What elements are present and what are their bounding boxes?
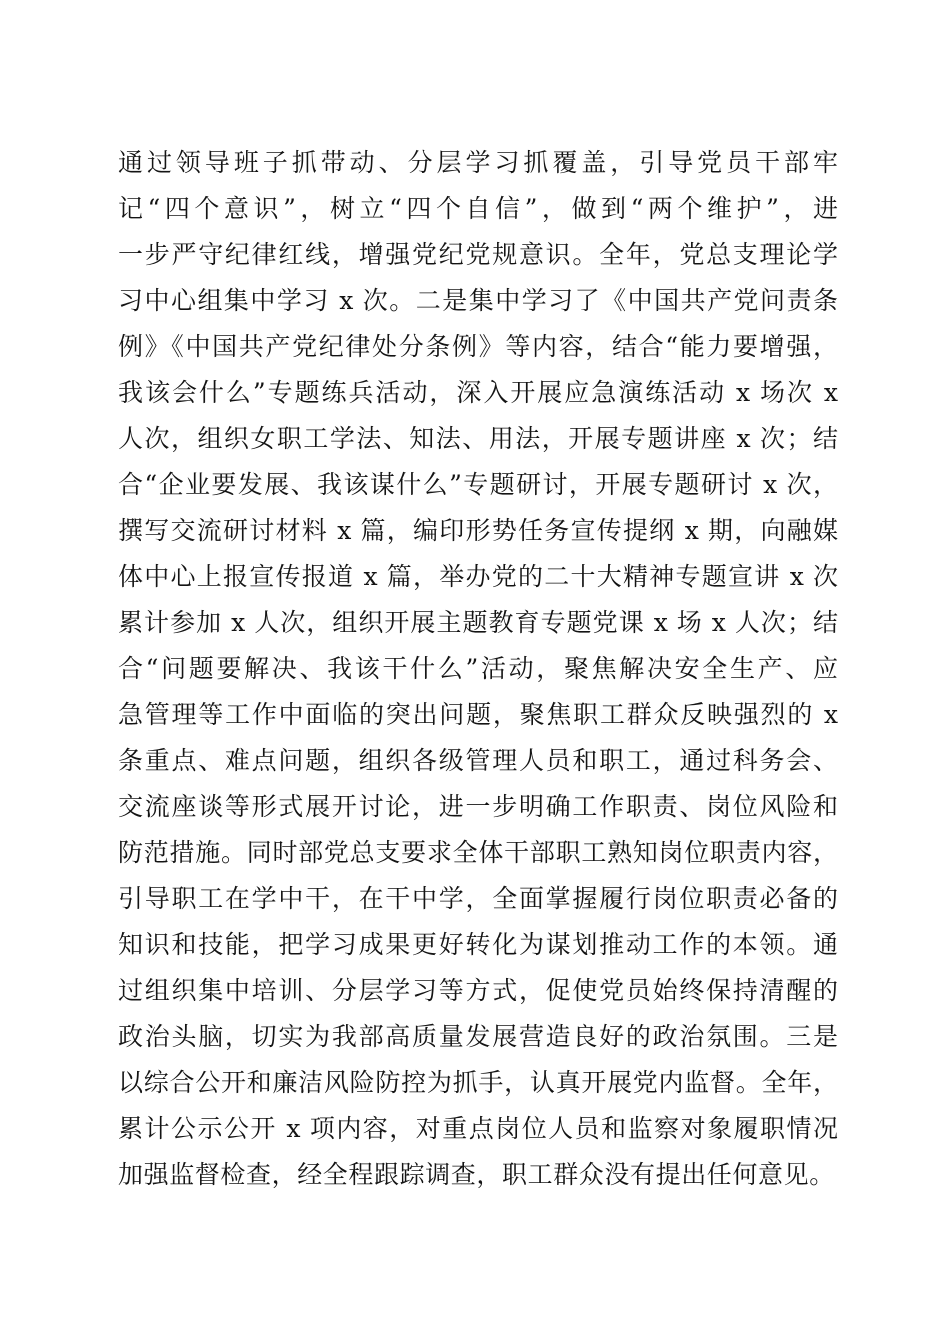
text-line: 政治头脑，切实为我部高质量发展营造良好的政治氛围。三是: [118, 1022, 838, 1051]
text-line: 通过领导班子抓带动、分层学习抓覆盖，引导党员干部牢: [118, 148, 838, 177]
text-line: 人次，组织女职工学法、知法、用法，开展专题讲座 x 次；结: [118, 424, 838, 453]
text-line: 撰写交流研讨材料 x 篇，编印形势任务宣传提纲 x 期，向融媒: [118, 516, 838, 545]
text-line: 合“问题要解决、我该干什么”活动，聚焦解决安全生产、应: [118, 654, 838, 683]
text-line: 以综合公开和廉洁风险防控为抓手，认真开展党内监督。全年，: [118, 1068, 838, 1097]
text-line: 我该会什么”专题练兵活动，深入开展应急演练活动 x 场次 x: [118, 378, 838, 407]
text-line: 记“四个意识”，树立“四个自信”，做到“两个维护”，进: [118, 194, 838, 223]
text-line: 加强监督检查，经全程跟踪调查，职工群众没有提出任何意见。: [118, 1160, 835, 1189]
text-line: 交流座谈等形式展开讨论，进一步明确工作职责、岗位风险和: [118, 792, 838, 821]
text-line: 一步严守纪律红线，增强党纪党规意识。全年，党总支理论学: [118, 240, 838, 269]
text-line: 合“企业要发展、我该谋什么”专题研讨，开展专题研讨 x 次，: [118, 470, 838, 499]
text-line: 急管理等工作中面临的突出问题，聚焦职工群众反映强烈的 x: [118, 700, 838, 729]
body-paragraph: [118, 140, 838, 1198]
text-line: 知识和技能，把学习成果更好转化为谋划推动工作的本领。通: [118, 930, 838, 959]
text-line: 累计参加 x 人次，组织开展主题教育专题党课 x 场 x 人次；结: [118, 608, 838, 637]
text-line: 防范措施。同时部党总支要求全体干部职工熟知岗位职责内容，: [118, 838, 838, 867]
text-line: 例》《中国共产党纪律处分条例》等内容，结合“能力要增强，: [118, 332, 838, 361]
text-line: 累计公示公开 x 项内容，对重点岗位人员和监察对象履职情况: [118, 1114, 838, 1143]
text-line: 过组织集中培训、分层学习等方式，促使党员始终保持清醒的: [118, 976, 838, 1005]
text-line: 条重点、难点问题，组织各级管理人员和职工，通过科务会、: [118, 746, 838, 775]
text-line: 体中心上报宣传报道 x 篇，举办党的二十大精神专题宣讲 x 次: [118, 562, 838, 591]
text-line: 习中心组集中学习 x 次。二是集中学习了《中国共产党问责条: [118, 286, 838, 315]
text-line: 引导职工在学中干，在干中学，全面掌握履行岗位职责必备的: [118, 884, 838, 913]
